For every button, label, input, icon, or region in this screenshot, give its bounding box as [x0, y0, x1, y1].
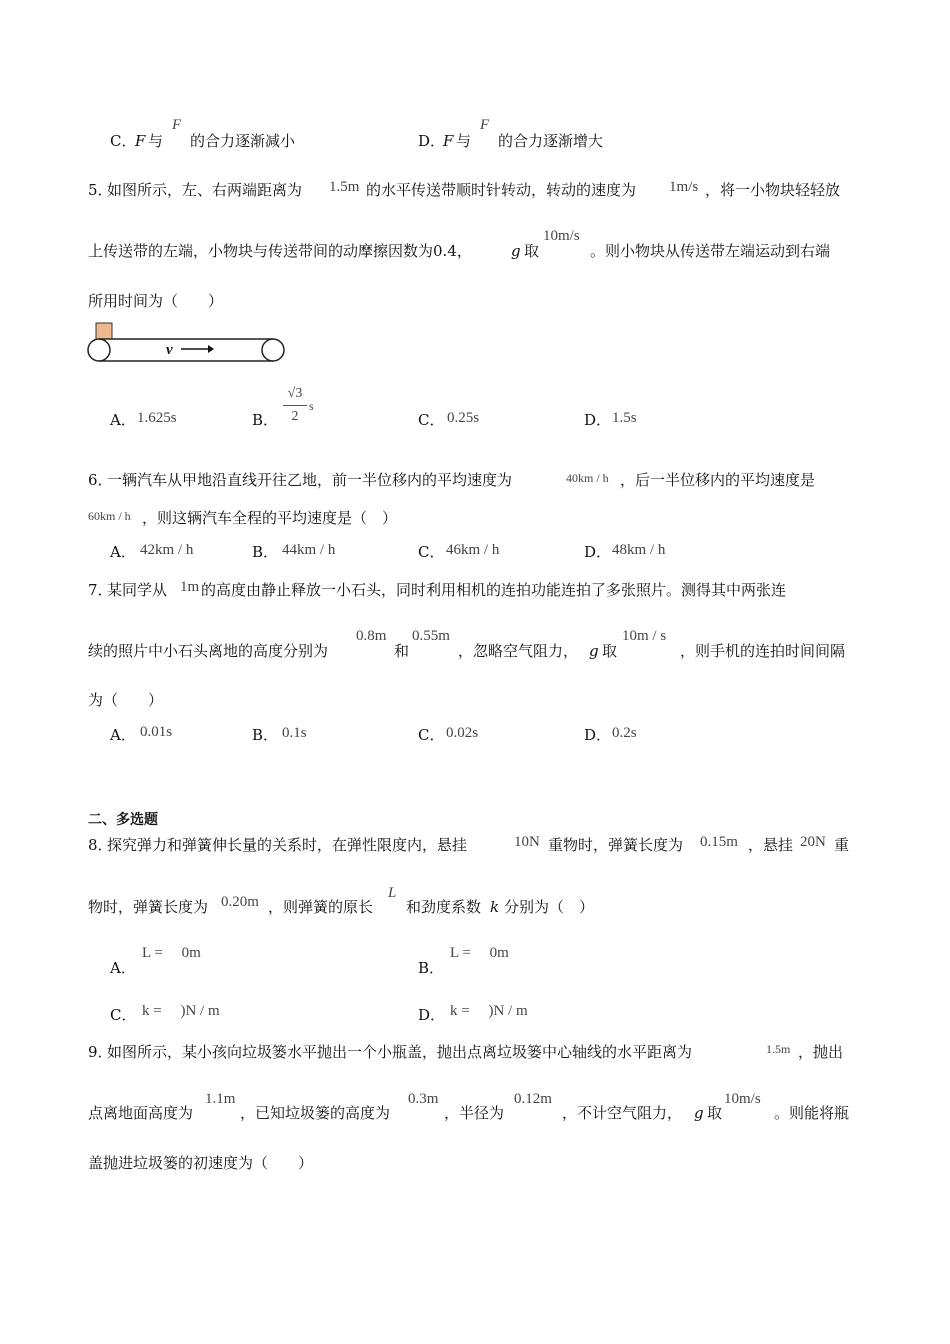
stem-text: ，则弹簧的原长 — [268, 898, 374, 916]
option-value[interactable]: k = )N / m — [142, 1003, 220, 1019]
section-title: 二、多选题 — [88, 812, 158, 828]
stem-text: ，则这辆汽车全程的平均速度是（ ） — [142, 509, 398, 527]
option-label: C． — [418, 726, 445, 744]
stem-text: 某同学从 — [107, 581, 168, 599]
option-label: A． — [110, 959, 136, 977]
question-number: 9． — [88, 1043, 113, 1061]
var-f-prime: F — [172, 117, 182, 133]
question-number: 6． — [88, 471, 113, 489]
formula: 0.20m — [221, 894, 259, 910]
stem-text: ，悬挂 — [748, 836, 794, 854]
stem-text: 物时，弹簧长度为 — [88, 898, 209, 916]
var-f: F — [443, 132, 454, 150]
option-value[interactable]: 0.25s — [447, 410, 480, 426]
stem-text: 为（ ） — [88, 691, 164, 709]
option-label: C． — [418, 411, 445, 429]
text: 与 — [456, 132, 472, 150]
fraction-bar — [283, 405, 307, 406]
formula: 20N — [800, 834, 826, 850]
stem-text: ，抛出 — [798, 1043, 844, 1061]
arrow-head-icon — [208, 345, 214, 353]
option-value[interactable]: k = )N / m — [450, 1003, 528, 1019]
formula: 1.1m — [205, 1091, 236, 1107]
option-value[interactable]: 48km / h — [612, 542, 666, 558]
stem-text: 。则小物块从传送带左端运动到右端 — [590, 242, 831, 260]
stem-text: ，已知垃圾篓的高度为 — [240, 1104, 391, 1122]
stem-text: ，不计空气阻力， — [562, 1104, 683, 1122]
stem-text: 取 — [524, 242, 540, 260]
option-label: D． — [418, 1006, 446, 1024]
stem-text: 所用时间为（ ） — [88, 292, 224, 310]
stem-text: 分别为（ ） — [504, 898, 595, 916]
stem-text: 点离地面高度为 — [88, 1104, 194, 1122]
left-roller — [88, 339, 110, 361]
stem-text: 的高度由静止释放一小石头，同时利用相机的连拍功能连拍了多张照片。测得其中两张连 — [201, 581, 787, 599]
formula: 1m/s — [669, 179, 699, 195]
option-label: D． — [584, 543, 612, 561]
option-value[interactable]: 0.2s — [612, 725, 637, 741]
formula: 10N — [514, 834, 540, 850]
stem-text: 探究弹力和弹簧伸长量的关系时，在弹性限度内，悬挂 — [107, 836, 468, 854]
velocity-label: v — [166, 342, 173, 358]
option-label: A． — [110, 726, 136, 744]
var-f: F — [135, 132, 146, 150]
stem-text: ，将一小物块轻轻放 — [705, 181, 841, 199]
option-value[interactable]: 44km / h — [282, 542, 336, 558]
option-label: C． — [418, 543, 445, 561]
formula: 0.15m — [700, 834, 738, 850]
formula: 0.55m — [412, 628, 450, 644]
conveyor-belt-figure — [86, 320, 288, 366]
stem-text: 如图所示，左、右两端距离为 — [107, 181, 303, 199]
option-value[interactable]: L = 0m — [450, 945, 509, 961]
option-value[interactable]: 1.5s — [612, 410, 637, 426]
stem-text: 续的照片中小石头离地的高度分别为 — [88, 642, 329, 660]
var-l: L — [388, 885, 397, 901]
option-label: D． — [418, 132, 446, 150]
option-value[interactable]: 0.02s — [446, 725, 479, 741]
option-label: A． — [110, 543, 136, 561]
option-label: A． — [110, 411, 136, 429]
stem-text: 取 — [602, 642, 618, 660]
option-label: D． — [584, 411, 612, 429]
stem-text: 如图所示，某小孩向垃圾篓水平抛出一个小瓶盖，抛出点离垃圾篓中心轴线的水平距离为 — [107, 1043, 693, 1061]
text: 的合力逐渐增大 — [498, 132, 604, 150]
option-value[interactable]: L = 0m — [142, 945, 201, 961]
formula: 60km / h — [88, 509, 131, 523]
var-g: g — [694, 1104, 704, 1122]
text: 的合力逐渐减小 — [190, 132, 296, 150]
stem-text: 一辆汽车从甲地沿直线开往乙地，前一半位移内的平均速度为 — [107, 471, 513, 489]
option-value[interactable]: 42km / h — [140, 542, 194, 558]
stem-text: ，半径为 — [444, 1104, 505, 1122]
option-label: D． — [584, 726, 612, 744]
option-label: B． — [252, 726, 279, 744]
option-value[interactable]: 46km / h — [446, 542, 500, 558]
stem-text: 和劲度系数 — [406, 898, 482, 916]
question-number: 8． — [88, 836, 113, 854]
option-label: B． — [252, 411, 279, 429]
var-g: g — [589, 642, 599, 660]
stem-text: 盖抛进垃圾篓的初速度为（ ） — [88, 1154, 314, 1172]
formula: 1.5m — [329, 179, 360, 195]
unit: s — [309, 399, 314, 413]
stem-text: 取 — [707, 1104, 723, 1122]
formula: 10m/s — [724, 1091, 761, 1107]
var-f-prime: F — [480, 117, 490, 133]
formula: 0.12m — [514, 1091, 552, 1107]
stem-text: ，后一半位移内的平均速度是 — [620, 471, 816, 489]
option-label: B． — [252, 543, 279, 561]
denominator: 2 — [291, 409, 299, 424]
question-number: 5． — [88, 181, 113, 199]
text: 与 — [148, 132, 164, 150]
formula: 0.8m — [356, 628, 387, 644]
option-label: C． — [110, 1006, 137, 1024]
stem-text: 和 — [394, 642, 410, 660]
option-label: B． — [418, 959, 445, 977]
stem-text: 。则能将瓶 — [774, 1104, 850, 1122]
var-g: g — [511, 242, 521, 260]
option-value[interactable]: 1.625s — [137, 410, 177, 426]
stem-text: 上传送带的左端，小物块与传送带间的动摩擦因数为0.4， — [88, 242, 472, 260]
stem-text: 重物时，弹簧长度为 — [548, 836, 684, 854]
stem-text: ，忽略空气阻力， — [458, 642, 579, 660]
option-value[interactable]: 0.1s — [282, 725, 307, 741]
numerator: √3 — [287, 386, 303, 401]
fraction-sqrt3-over-2[interactable] — [283, 385, 307, 426]
option-label: C． — [110, 132, 137, 150]
stem-text: 重 — [834, 836, 850, 854]
formula: 10m / s — [622, 628, 667, 644]
stem-text: ，则手机的连拍时间间隔 — [680, 642, 846, 660]
formula: 1.5m — [766, 1042, 791, 1056]
option-value[interactable]: 0.01s — [140, 724, 173, 740]
question-number: 7． — [88, 581, 113, 599]
stem-text: 的水平传送带顺时针转动，转动的速度为 — [366, 181, 637, 199]
right-roller — [262, 339, 284, 361]
formula: 10m/s — [543, 228, 580, 244]
var-k: k — [490, 898, 500, 916]
formula: 0.3m — [408, 1091, 439, 1107]
block-icon — [96, 323, 112, 339]
formula: 1m — [180, 579, 200, 595]
formula: 40km / h — [566, 471, 609, 485]
